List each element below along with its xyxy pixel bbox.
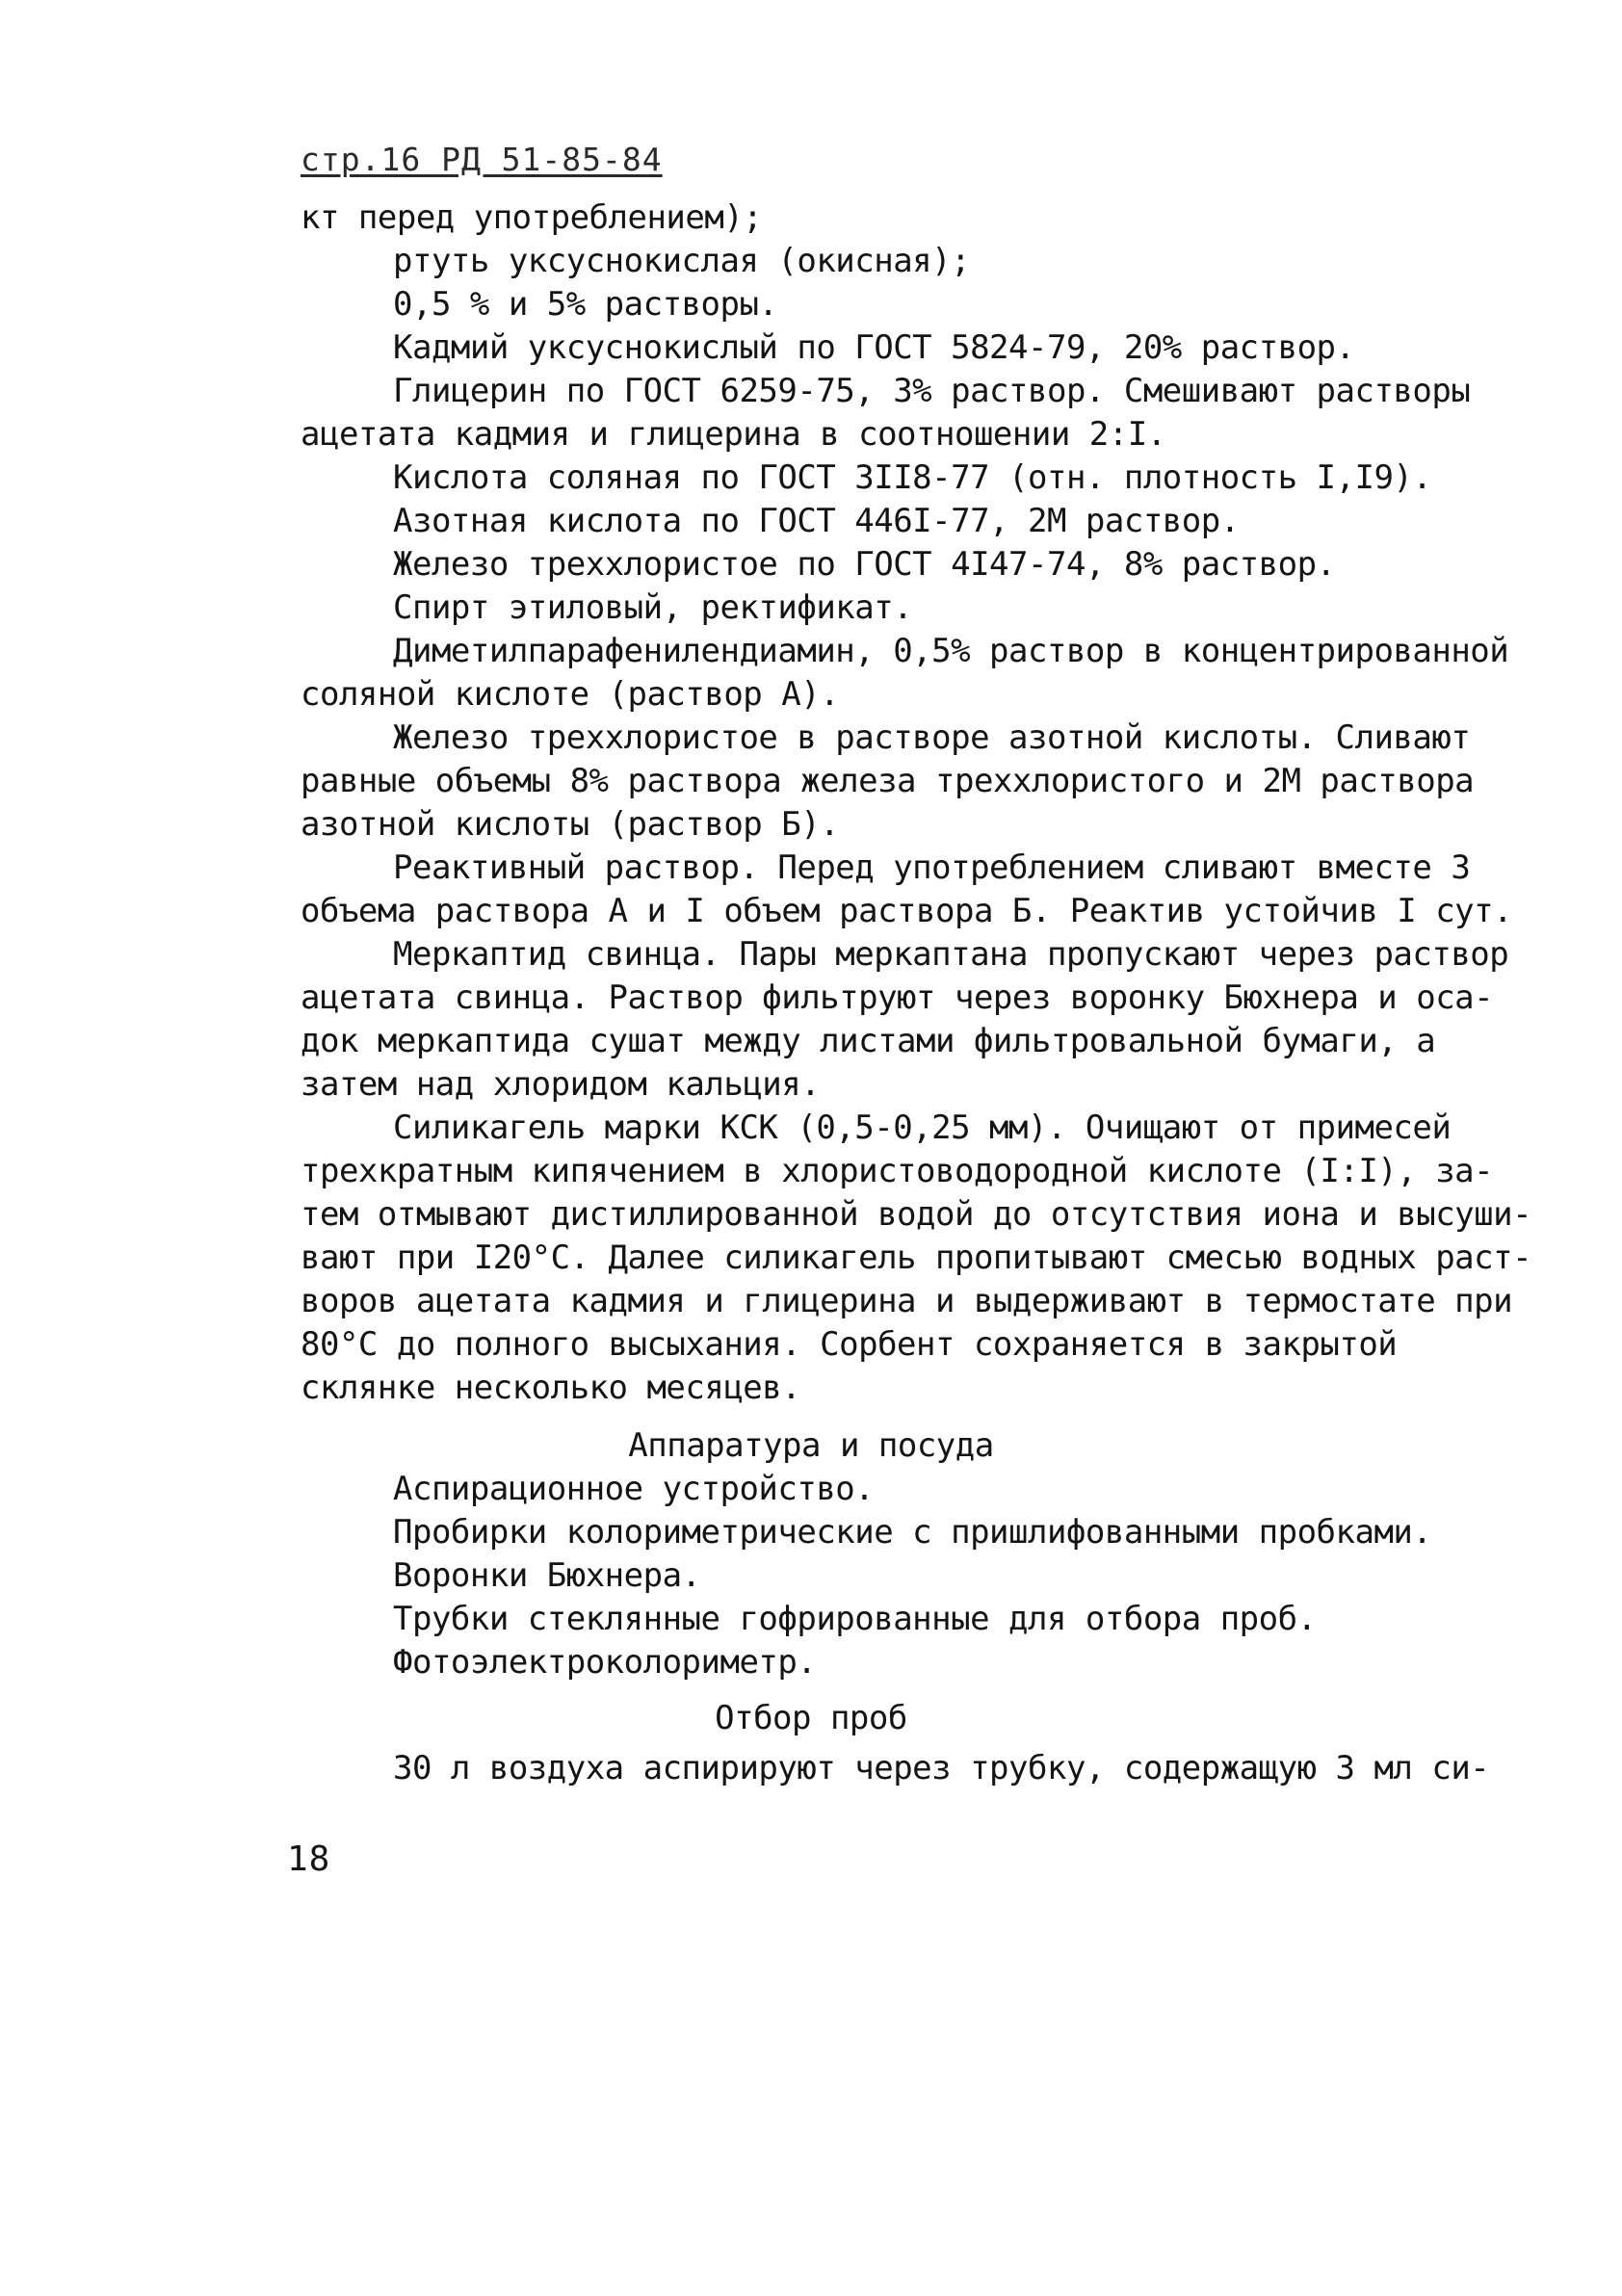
text-line: воров ацетата кадмия и глицерина и выдерживают в термостате при [301, 1282, 1513, 1320]
text-line: Железо треххлористое в растворе азотной кислоты. Сливают [393, 718, 1471, 757]
text-line: Спирт этиловый, ректификат. [393, 588, 913, 627]
text-line: ртуть уксуснокислая (окисная); [393, 242, 971, 280]
text-line: Глицерин по ГОСТ 6259-75, 3% раствор. Смешивают растворы [393, 372, 1471, 410]
text-line: кт перед употреблением); [301, 198, 763, 237]
text-line: Азотная кислота по ГОСТ 446I-77, 2М раствор. [393, 502, 1240, 540]
text-line: вают при I20°С. Далее силикагель пропитывают смесью водных раст- [301, 1239, 1532, 1277]
text-line: Железо треххлористое по ГОСТ 4I47-74, 8% раствор. [393, 545, 1336, 584]
text-line: Кадмий уксуснокислый по ГОСТ 5824-79, 20% раствор. [393, 328, 1355, 367]
text-line: азотной кислоты (раствор Б). [301, 805, 840, 844]
text-line: Реактивный раствор. Перед употреблением сливают вместе 3 [393, 848, 1471, 887]
text-line: соляной кислоте (раствор А). [301, 675, 840, 714]
text-line: Фотоэлектроколориметр. [393, 1643, 817, 1682]
page-header: стр.16 РД 51-85-84 [301, 141, 663, 178]
text-line: Силикагель марки КСК (0,5-0,25 мм). Очищают от примесей [393, 1109, 1452, 1147]
text-line: тем отмывают дистиллированной водой до отсутствия иона и высуши- [301, 1195, 1532, 1234]
section-heading: Отбор проб [715, 1699, 907, 1737]
page-number: 18 [287, 1839, 331, 1879]
text-line: трехкратным кипячением в хлористоводородной кислоте (I:I), за- [301, 1152, 1494, 1190]
text-line: Кислота соляная по ГОСТ 3II8-77 (отн. плотность I,I9). [393, 458, 1432, 497]
text-line: ацетата свинца. Раствор фильтруют через воронку Бюхнера и оса- [301, 978, 1494, 1017]
section-heading: Аппаратура и посуда [628, 1426, 994, 1465]
text-line: док меркаптида сушат между листами фильтровальной бумаги, а [301, 1022, 1436, 1060]
text-line: 80°С до полного высыхания. Сорбент сохраняется в закрытой [301, 1325, 1398, 1364]
text-line: склянке несколько месяцев. [301, 1369, 801, 1407]
text-line: Меркаптид свинца. Пары меркаптана пропускают через раствор [393, 935, 1509, 974]
text-line: Диметилпарафенилендиамин, 0,5% раствор в концентрированной [393, 632, 1509, 670]
text-line: Аспирационное устройство. [393, 1470, 875, 1508]
text-line: равные объемы 8% раствора железа треххлористого и 2М раствора [301, 762, 1475, 800]
text-line: 0,5 % и 5% растворы. [393, 285, 778, 324]
text-line: объема раствора А и I объем раствора Б. Реактив устойчив I сут. [301, 892, 1513, 930]
text-line: 30 л воздуха аспирируют через трубку, содержащую 3 мл си- [393, 1749, 1490, 1787]
text-line: Трубки стеклянные гофрированные для отбора проб. [393, 1600, 1317, 1638]
text-line: Воронки Бюхнера. [393, 1556, 701, 1595]
text-line: затем над хлоридом кальция. [301, 1065, 821, 1104]
text-line: Пробирки колориметрические с пришлифованными пробками. [393, 1513, 1432, 1552]
text-line: ацетата кадмия и глицерина в соотношении 2:I. [301, 415, 1166, 454]
